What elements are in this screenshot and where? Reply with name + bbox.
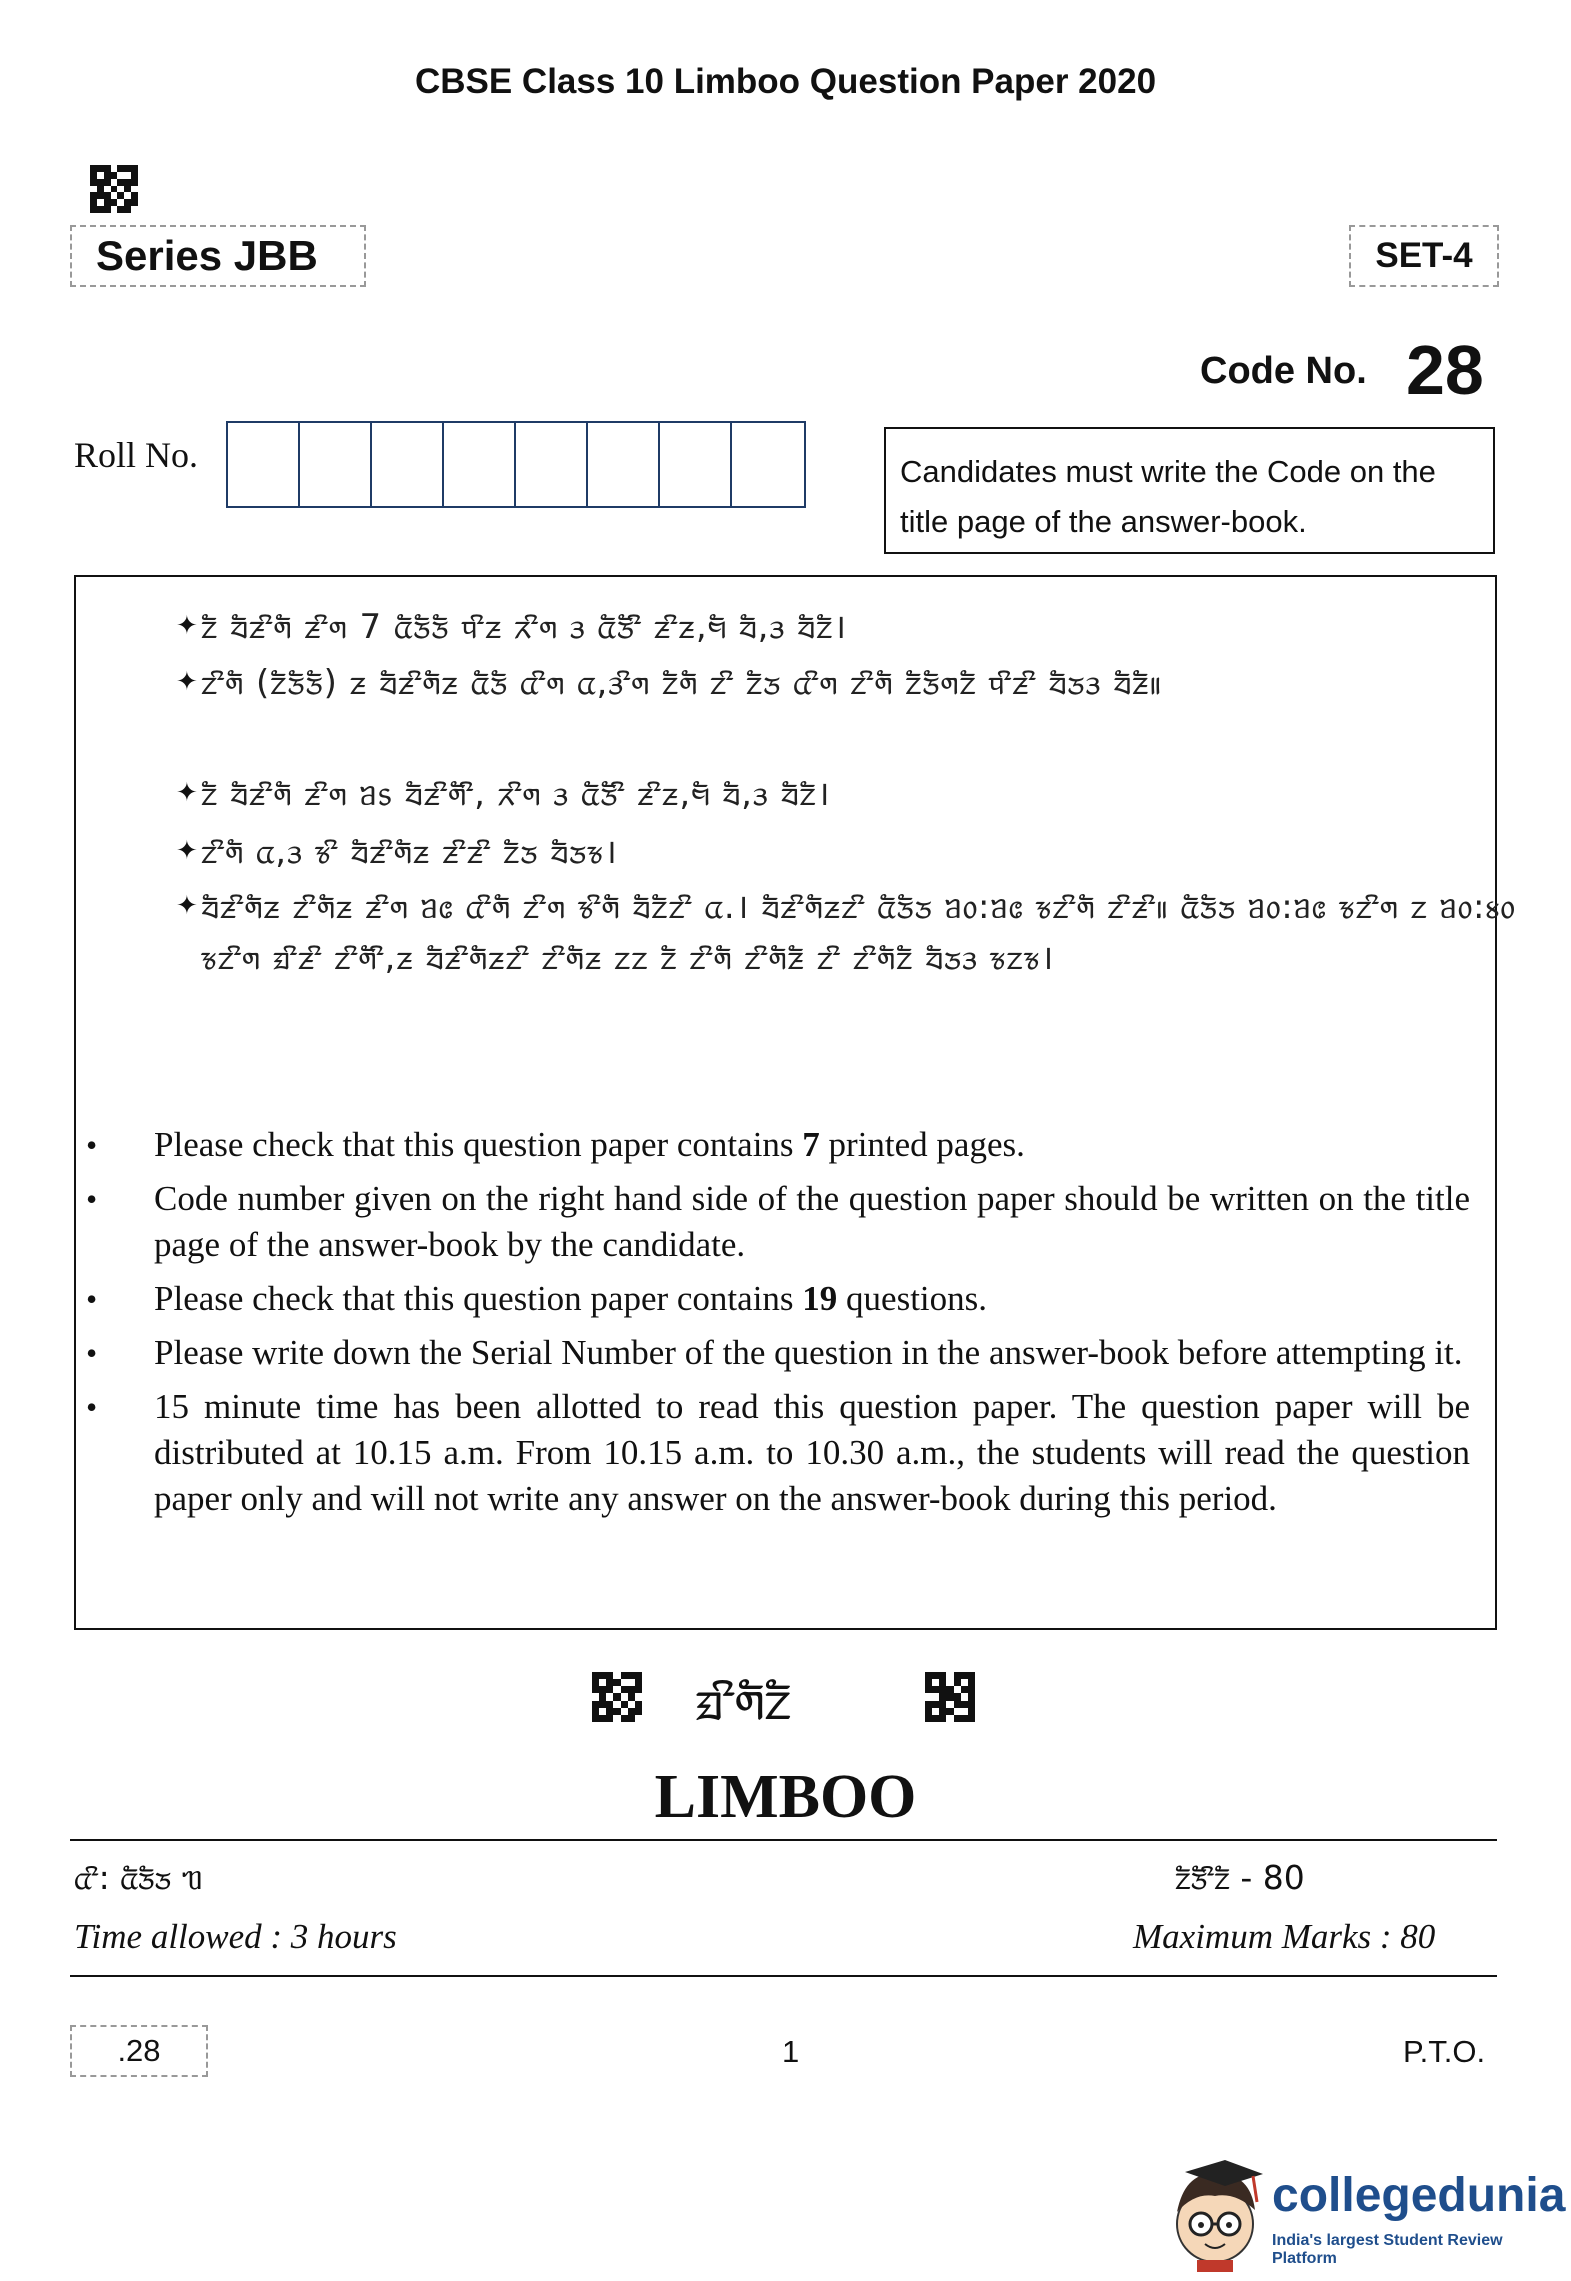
code-number: 28 [1406, 331, 1484, 409]
star-bullet-icon: ✦ [176, 891, 199, 920]
qr-code-icon [90, 165, 138, 213]
roll-digit-box[interactable] [732, 423, 804, 506]
set-label: SET-4 [1349, 225, 1499, 287]
roll-digit-box[interactable] [588, 423, 660, 506]
divider [70, 1975, 1497, 1977]
native-instruction: ✦ ᤁᤠ ᤔᤠᤏᤡᤛᤠ ᤏᤡᤛ 7 ᤂᤠᤍᤠᤍᤠ ᤄᤡᤏ ᤖᤡᤛ ᤋ ᤂᤠᤍᤠᤡ ᤏᤡᤏ,ᤗᤠ ᤔᤠ,ᤋ ᤔᤠᤁᤠ। [201, 602, 1541, 653]
instruction-item: • Code number given on the right hand side of the question paper should be written on the title page of the answer-book by the candidate. [74, 1176, 1470, 1268]
roll-number-boxes[interactable] [226, 421, 806, 508]
maximum-marks: Maximum Marks : 80 [1133, 1917, 1436, 1956]
english-instructions [74, 1122, 1470, 1530]
roll-digit-box[interactable] [372, 423, 444, 506]
series-label: Series JBB [70, 225, 366, 287]
time-native: ᤂᤡ: ᤂᤠᤍᤠᤍ ᥓ [74, 1858, 203, 1897]
time-allowed: Time allowed : 3 hours [74, 1917, 397, 1956]
instruction-item: • Please check that this question paper contains 7 printed pages. [74, 1122, 1470, 1168]
instruction-item: • Please write down the Serial Number of the question in the answer-book before attempting it. [74, 1330, 1470, 1376]
roll-digit-box[interactable] [300, 423, 372, 506]
pto-label: P.T.O. [1403, 2034, 1486, 2069]
star-bullet-icon: ✦ [176, 611, 199, 640]
native-instruction: ✦ ᤔᤠᤏᤡᤛᤠᤏ ᤁᤡᤛᤠᤏ ᤏᤡᤛ ᥑ᥋ ᤂᤡᤛᤠ ᤁᤡᤛ ᤃᤡᤛᤠ ᤔᤠᤁᤠᤁᤡ ᤂ.। ᤔᤠᤏᤡᤛᤠᤏᤁᤡ ᤂᤠᤍᤠᤍ ᥑ᥆:ᥑ᥋ ᤃᤁᤡᤛᤠ ᤁᤡᤏᤡ॥ ᤂᤠᤍᤠᤍ ᥑ᥆:ᥑ᥋ ᤃᤁᤡᤛ ᤁ ᥑ᥆:᥍᥆ ᤃᤁᤡᤛ ᤀᤡᤏᤡ ᤁᤡᤛᤠᤡ,ᤏ ᤔᤠᤏᤡᤛᤠᤏᤁᤡ ᤁᤡᤛᤠᤏ ᤁᤁ ᤁᤠ ᤁᤡᤛᤠ ᤁᤡᤛᤠᤏᤠ ᤁᤡ ᤁᤡᤛᤠᤁᤠ ᤔᤠᤍᤋ ᤃᤁᤃ। [201, 882, 1541, 984]
qr-code-icon [925, 1672, 975, 1722]
mascot-logo-icon [1165, 2152, 1270, 2272]
subject-native: ᤀᤡᤛᤠᤁᤠ [695, 1668, 792, 1733]
footer-code: .28 [70, 2025, 208, 2077]
star-bullet-icon: ✦ [176, 778, 199, 807]
brand-name: collegedunia [1272, 2169, 1566, 2222]
subject-title: LIMBOO [654, 1763, 917, 1831]
star-bullet-icon: ✦ [176, 836, 199, 865]
roll-digit-box[interactable] [228, 423, 300, 506]
native-instruction: ✦ ᤁᤡᤛᤠ ᤂ,ᤋ ᤃᤡ ᤔᤠᤏᤡᤛᤠᤏ ᤏᤡᤏᤡ ᤁᤠᤍ ᤔᤠᤍᤃ। [201, 827, 1541, 878]
page-number: 1 [782, 2034, 800, 2069]
brand-tagline: India's largest Student Review Platform [1272, 2232, 1503, 2267]
native-instruction: ✦ ᤁᤡᤛᤠ (ᤁᤠᤍᤠᤍᤠ) ᤏ ᤔᤠᤏᤡᤛᤠᤏ ᤂᤠᤍᤠ ᤂᤡᤛ ᤂ,ᤋᤡᤛ ᤁᤠᤛᤠ ᤁᤡ ᤁᤠᤍ ᤂᤡᤛ ᤁᤡᤛᤠ ᤁᤠᤍᤠᤛᤁᤠ ᤄᤡᤏᤡ ᤔᤠᤍᤋ ᤔᤠᤏᤠ॥ [201, 658, 1541, 709]
star-bullet-icon: ✦ [176, 667, 199, 696]
marks-native: ᤁᤠᤍᤠᤡᤁᤠ - 80 [1175, 1858, 1305, 1897]
roll-digit-box[interactable] [516, 423, 588, 506]
qr-code-icon [592, 1672, 642, 1722]
instruction-item: • 15 minute time has been allotted to read this question paper. The question paper will be distributed at 10.15 a.m. From 10.15 a.m. to 10.30 a.m., the students will read the question paper only and will not write any answer on the answer-book during this period. [74, 1384, 1470, 1522]
page-title: CBSE Class 10 Limboo Question Paper 2020 [414, 62, 1157, 101]
roll-digit-box[interactable] [660, 423, 732, 506]
roll-digit-box[interactable] [444, 423, 516, 506]
native-instruction: ✦ ᤁᤠ ᤔᤠᤏᤡᤛᤠ ᤏᤡᤛ ᥑ᥉ ᤔᤠᤏᤡᤛᤠᤡ, ᤖᤡᤛ ᤋ ᤂᤠᤍᤠᤡ ᤏᤡᤏ,ᤗᤠ ᤔᤠ,ᤋ ᤔᤠᤁᤠ। [201, 769, 1541, 820]
code-label: Code No. [1200, 350, 1367, 392]
candidate-note: Candidates must write the Code on the title page of the answer-book. [884, 427, 1495, 554]
divider [70, 1839, 1497, 1841]
instruction-item: • Please check that this question paper contains 19 questions. [74, 1276, 1470, 1322]
roll-label: Roll No. [74, 435, 199, 475]
